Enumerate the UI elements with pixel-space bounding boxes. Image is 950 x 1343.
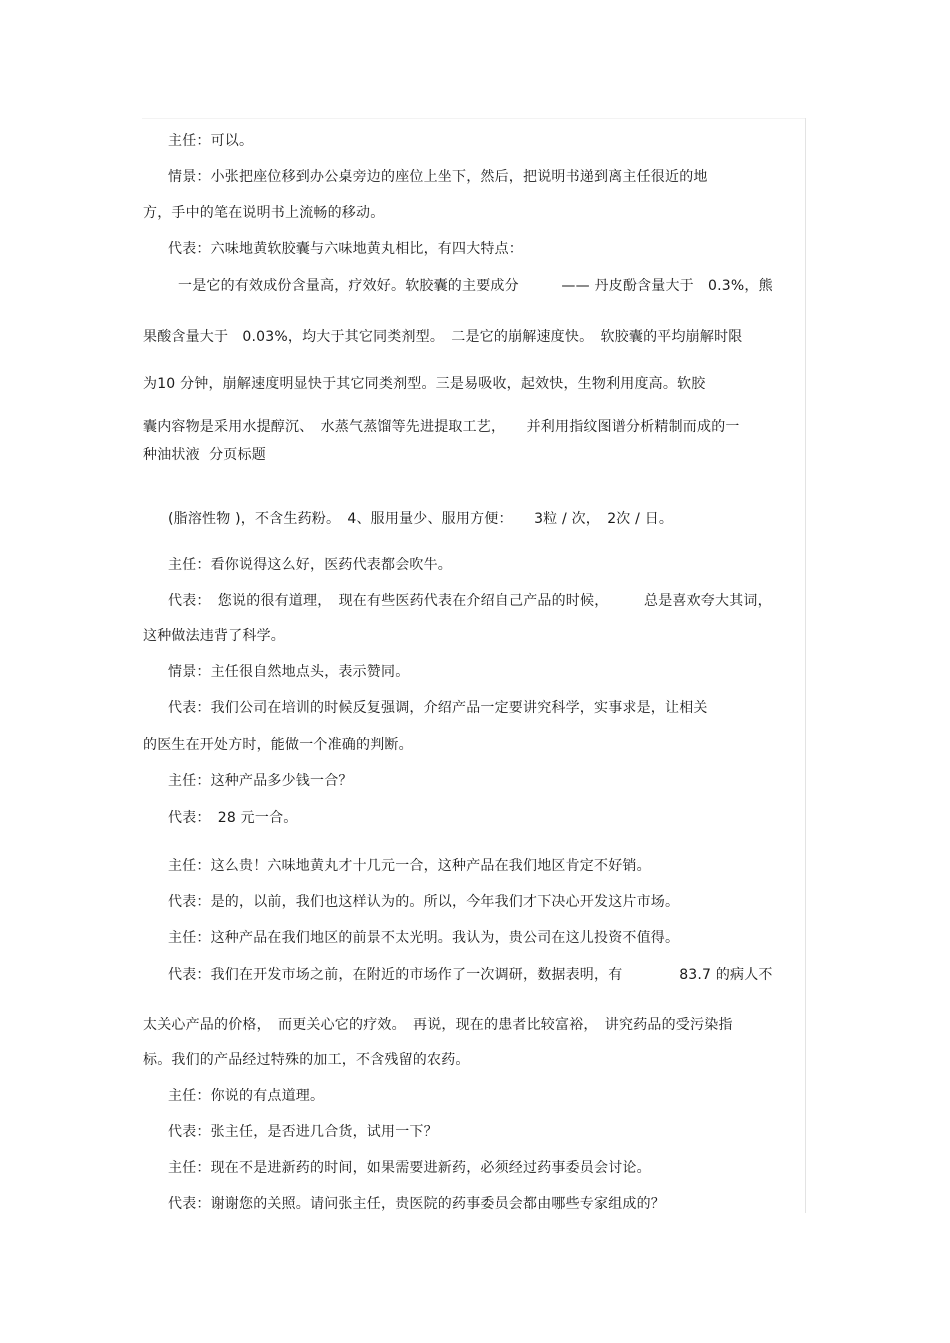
text-line: 标。我们的产品经过特殊的加工，不含残留的农药。 xyxy=(143,1052,470,1068)
text-line: 代表：谢谢您的关照。请问张主任，贵医院的药事委员会都由哪些专家组成的？ xyxy=(168,1196,665,1212)
text-line: 果酸含量大于 0.03%，均大于其它同类剂型。 二是它的崩解速度快。 软胶囊的平均崩解时限 xyxy=(143,329,743,345)
text-line: 主任：这种产品在我们地区的前景不太光明。我认为，贵公司在这儿投资不值得。 xyxy=(168,930,680,946)
text-line: 代表： 您说的很有道理， 现在有些医药代表在介绍自己产品的时候， 总是喜欢夸大其词， xyxy=(168,593,772,609)
text-line: 代表：我们在开发市场之前，在附近的市场作了一次调研，数据表明，有 83.7 的病人不 xyxy=(168,967,773,983)
page-right-edge xyxy=(805,118,806,1213)
text-line: 主任：现在不是进新药的时间，如果需要进新药，必须经过药事委员会讨论。 xyxy=(168,1160,651,1176)
text-line: 代表：是的，以前，我们也这样认为的。所以，今年我们才下决心开发这片市场。 xyxy=(168,894,680,910)
text-line: 为10 分钟，崩解速度明显快于其它同类剂型。三是易吸收，起效快，生物利用度高。软胶 xyxy=(143,376,706,392)
text-line: 种油状液 分页标题 xyxy=(143,447,266,463)
text-line: 这种做法违背了科学。 xyxy=(143,628,285,644)
text-line: 的医生在开处方时，能做一个准确的判断。 xyxy=(143,737,413,753)
text-line: 方，手中的笔在说明书上流畅的移动。 xyxy=(143,205,385,221)
text-line: (脂溶性物 )，不含生药粉。 4、服用量少、服用方便： 3粒 / 次， 2次 / 日。 xyxy=(168,511,674,527)
text-line: 代表： 28 元一合。 xyxy=(168,810,298,826)
text-line: 代表：我们公司在培训的时候反复强调，介绍产品一定要讲究科学，实事求是，让相关 xyxy=(168,700,708,716)
text-line: 囊内容物是采用水提醇沉、 水蒸气蒸馏等先进提取工艺， 并利用指纹图谱分析精制而成的一 xyxy=(143,419,740,435)
text-line: 主任：这种产品多少钱一合？ xyxy=(168,773,353,789)
text-line: 太关心产品的价格， 而更关心它的疗效。 再说，现在的患者比较富裕， 讲究药品的受污染指 xyxy=(143,1017,733,1033)
text-line: 代表：六味地黄软胶囊与六味地黄丸相比，有四大特点： xyxy=(168,241,523,257)
page-top-edge xyxy=(142,118,806,119)
text-line: 主任：这么贵！六味地黄丸才十几元一合，这种产品在我们地区肯定不好销。 xyxy=(168,858,651,874)
text-line: 主任：可以。 xyxy=(168,133,254,149)
text-line: 情景：主任很自然地点头，表示赞同。 xyxy=(168,664,410,680)
text-line: 情景：小张把座位移到办公桌旁边的座位上坐下，然后，把说明书递到离主任很近的地 xyxy=(168,169,708,185)
text-line: 代表：张主任，是否进几合货，试用一下？ xyxy=(168,1124,438,1140)
text-line: 主任：你说的有点道理。 xyxy=(168,1088,325,1104)
text-line: 一是它的有效成份含量高，疗效好。软胶囊的主要成分 —— 丹皮酚含量大于 0.3%，熊 xyxy=(178,278,773,294)
text-line: 主任：看你说得这么好，医药代表都会吹牛。 xyxy=(168,557,452,573)
